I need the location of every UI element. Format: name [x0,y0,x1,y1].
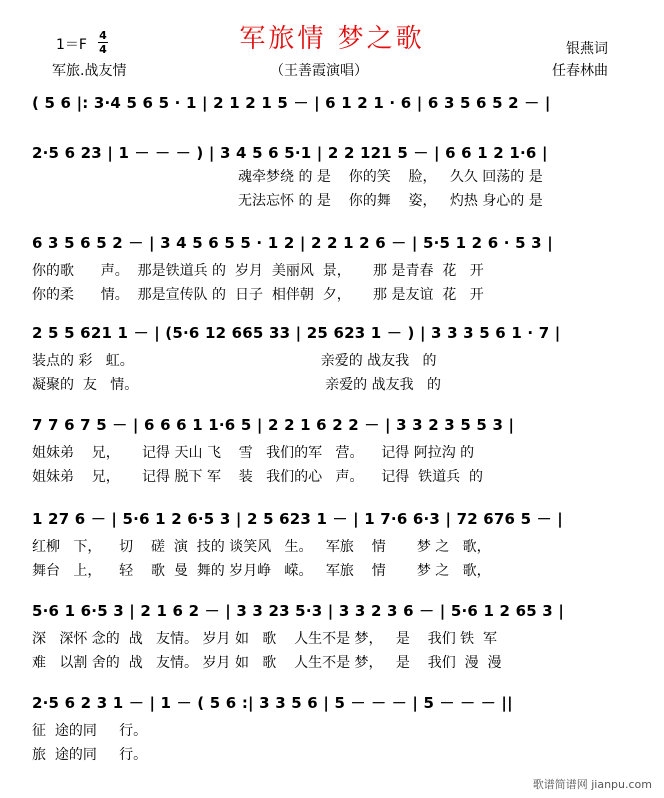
lyric-line-2: 难 以割 舍的 战 友情。 岁月 如 歌 人生不是 梦， 是 我们 漫 漫 [32,655,502,671]
lyricist-label: 银燕词 [566,41,608,57]
genre-label: 军旅.战友情 [52,63,127,79]
lyric-line-1: 征 途的同 行。 [32,723,148,739]
score-system-8 [0,692,664,776]
lyric-line-1: 红柳 下， 切 磋 演 技的 谈笑风 生。 军旅 情 梦 之 歌， [32,539,491,555]
score-system-3 [0,232,664,316]
lyric-line-1: 你的歌 声。 那是铁道兵 的 岁月 美丽风 景， 那 是青春 花 开 [32,263,484,279]
notation-line: 5·6 1 6·5 3 | 2 1 6 2 － | 3 3 23 5·3 | 3 3 2 3 6 － | 5·6 1 2 65 3 | [32,602,565,620]
lyric-line-1: 姐妹弟 兄， 记得 天山 飞 雪 我们的军 营。 记得 阿拉沟 的 [32,445,475,461]
lyric-line-2: 姐妹弟 兄， 记得 脱下 军 装 我们的心 声。 记得 铁道兵 的 [32,469,484,485]
time-sig-bottom: 4 [99,43,107,56]
composer-label: 任春林曲 [552,63,608,79]
watermark: 歌谱简谱网 jianpu.com [532,778,652,791]
lyric-line-2: 舞台 上， 轻 歌 曼 舞的 岁月峥 嵘。 军旅 情 梦 之 歌， [32,563,491,579]
key-signature: 1＝F [56,37,87,53]
score-system-6 [0,508,664,592]
score-system-7 [0,600,664,684]
notation-line: 2 5 5 621 1 － | (5·6 12 665 33 | 25 623 1 － ) | 3 3 3 5 6 1 · 7 | [32,324,561,342]
lyric-line-2: 无法忘怀 的 是 你的舞 姿， 灼热 身心的 是 [238,193,543,209]
notation-line: 1 27 6 － | 5·6 1 2 6·5 3 | 2 5 623 1 － | 1 7·6 6·3 | 72 676 5 － | [32,510,563,528]
lyric-line-1: 魂牵梦绕 的 是 你的笑 脸， 久久 回荡的 是 [238,169,543,185]
time-signature [98,30,108,55]
lyric-line-2: 凝聚的 友 情。 亲爱的 战友我 的 [32,377,441,393]
lyric-line-2: 旅 途的同 行。 [32,747,148,763]
notation-line: 2·5 6 23 | 1 － － － ) | 3 4 5 6 5·1 | 2 2 121 5 － | 6 6 1 2 1·6 | [32,144,548,162]
score-system-4 [0,322,664,406]
notation-line: 2·5 6 2 3 1 － | 1 － ( 5 6 :| 3 3 5 6 | 5 － － － | 5 － － － || [32,694,513,712]
notation-line: 6 3 5 6 5 2 － | 3 4 5 6 5 5 · 1 2 | 2 2 1 2 6 － | 5·5 1 2 6 · 5 3 | [32,234,553,252]
lyric-line-1: 深 深怀 念的 战 友情。 岁月 如 歌 人生不是 梦， 是 我们 铁 军 [32,631,498,647]
score-system-5 [0,414,664,498]
lyric-line-1: 装点的 彩 虹。 亲爱的 战友我 的 [32,353,437,369]
time-sig-top: 4 [99,29,107,42]
score-system-2 [0,142,664,226]
notation-line: ( 5 6 |: 3·4 5 6 5 · 1 | 2 1 2 1 5 － | 6 1 2 1 · 6 | 6 3 5 6 5 2 － | [32,94,551,112]
lyric-line-2: 你的柔 情。 那是宣传队 的 日子 相伴朝 夕， 那 是友谊 花 开 [32,287,484,303]
song-title: 军旅情 梦之歌 [239,24,425,54]
singer-label: （王善霞演唱） [270,63,368,79]
notation-line: 7 7 6 7 5 － | 6 6 6 1 1·6 5 | 2 2 1 6 2 2 － | 3 3 2 3 5 5 3 | [32,416,515,434]
